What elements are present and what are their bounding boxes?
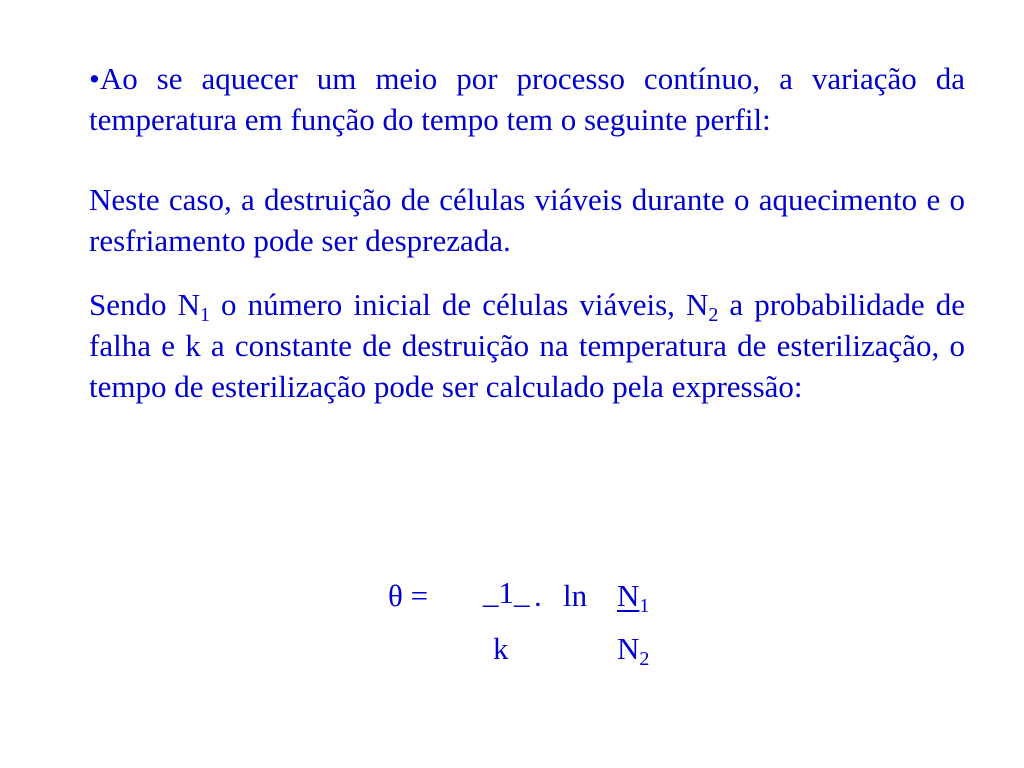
n1-subscript: 1	[199, 304, 210, 326]
formula-n2-sub: 2	[639, 648, 650, 670]
intro-paragraph: •Ao se aquecer um meio por processo contínuo, a variação da temperatura em função do tempo tem o seguinte perfil:	[89, 61, 965, 137]
definition-text-2: o número inicial de células viáveis, N	[209, 287, 709, 322]
formula-n1-sub: 1	[639, 595, 650, 617]
formula-dot: .	[534, 578, 542, 613]
neglect-paragraph: Neste caso, a destruição de células viáveis durante o aquecimento e o resfriamento pode ser desprezada.	[89, 182, 965, 258]
definition-text-1: Sendo N	[89, 287, 200, 322]
formula-numerator: _1_	[483, 575, 530, 610]
slide-body	[89, 58, 965, 407]
definition-text-3: a probabilidade de falha e k a constante de destruição na temperatura de esterilização, o tempo de esterilização pode ser calculado pela expressão:	[89, 287, 965, 404]
formula-ln: ln	[563, 578, 588, 613]
formula-n2	[617, 631, 650, 670]
formula-denominator: k	[493, 631, 509, 666]
formula-lhs: θ =	[388, 578, 429, 613]
definition-paragraph	[89, 284, 965, 407]
formula-n1-letter: N	[617, 578, 640, 613]
n2-subscript: 2	[708, 304, 719, 326]
formula-n1	[617, 578, 650, 617]
formula-n2-letter: N	[617, 631, 640, 666]
